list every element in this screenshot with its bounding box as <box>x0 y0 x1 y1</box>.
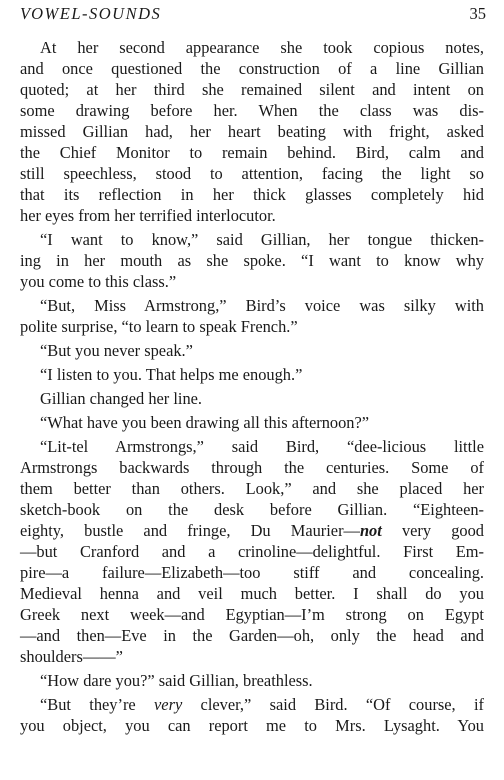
paragraph <box>20 388 484 409</box>
text-line: “I want to know,” said Gillian, her tongue thicken- <box>40 230 484 249</box>
text-line: quoted; at her third she remained silent and intent on <box>20 80 484 99</box>
text-run: eighty, bustle and fringe, Du Maurier— <box>20 521 360 540</box>
text-line: “What have you been drawing all this afternoon?” <box>40 413 370 432</box>
text-line: missed Gillian had, her heart beating with fright, asked <box>20 122 484 141</box>
text-line: you come to this class.” <box>20 272 177 291</box>
body-text <box>20 37 484 736</box>
running-title: VOWEL-SOUNDS <box>20 4 162 23</box>
text-line: and once questioned the construction of a line Gillian <box>20 59 484 78</box>
text-line: At her second appearance she took copious notes, <box>40 38 484 57</box>
paragraph <box>20 37 484 226</box>
text-line: “Lit-tel Armstrongs,” said Bird, “dee-licious little <box>40 437 484 456</box>
text-line: polite surprise, “to learn to speak French.” <box>20 317 298 336</box>
text-line: the Chief Monitor to remain behind. Bird, calm and <box>20 143 484 162</box>
text-line: “But, Miss Armstrong,” Bird’s voice was silky with <box>40 296 484 315</box>
text-line: ing in her mouth as she spoke. “I want to know why <box>20 251 484 270</box>
text-line: some drawing before her. When the class was dis- <box>20 101 484 120</box>
text-line: you object, you can report me to Mrs. Lysaght. You <box>20 716 484 735</box>
text-line: —but Cranford and a crinoline—delightful. First Em- <box>20 542 484 561</box>
text-line: “How dare you?” said Gillian, breathless. <box>40 671 313 690</box>
text-line: still speechless, stood to attention, facing the light so <box>20 164 484 183</box>
emphasis-very: very <box>154 695 183 714</box>
text-line: —and then—Eve in the Garden—oh, only the head and <box>20 626 484 645</box>
text-line: sketch-book on the desk before Gillian. “Eighteen- <box>20 500 484 519</box>
text-line: Armstrongs backwards through the centuries. Some of <box>20 458 484 477</box>
text-line: Medieval henna and veil much better. I shall do you <box>20 584 484 603</box>
paragraph <box>20 364 484 385</box>
text-line: shoulders——” <box>20 647 123 666</box>
running-head <box>20 4 486 26</box>
text-line: her eyes from her terrified interlocutor. <box>20 206 276 225</box>
paragraph <box>20 694 484 736</box>
text-line: pire—a failure—Elizabeth—too stiff and concealing. <box>20 563 484 582</box>
paragraph <box>20 295 484 337</box>
page-number: 35 <box>469 4 486 23</box>
text-run: clever,” said Bird. “Of course, if <box>182 695 484 714</box>
paragraph <box>20 670 484 691</box>
text-line: them better than others. Look,” and she placed her <box>20 479 484 498</box>
text-line: “I listen to you. That helps me enough.” <box>40 365 303 384</box>
text-run: “But they’re <box>40 695 155 714</box>
text-run: very good <box>381 521 484 540</box>
text-line: that its reflection in her thick glasses completely hid <box>20 185 484 204</box>
paragraph <box>20 340 484 361</box>
paragraph <box>20 229 484 292</box>
text-line: “But you never speak.” <box>40 341 193 360</box>
text-line: Greek next week—and Egyptian—I’m strong on Egypt <box>20 605 484 624</box>
paragraph <box>20 412 484 433</box>
text-line: Gillian changed her line. <box>40 389 203 408</box>
text-line <box>20 520 484 541</box>
emphasis-not: not <box>359 521 382 540</box>
paragraph <box>20 436 484 667</box>
text-line <box>20 694 484 715</box>
